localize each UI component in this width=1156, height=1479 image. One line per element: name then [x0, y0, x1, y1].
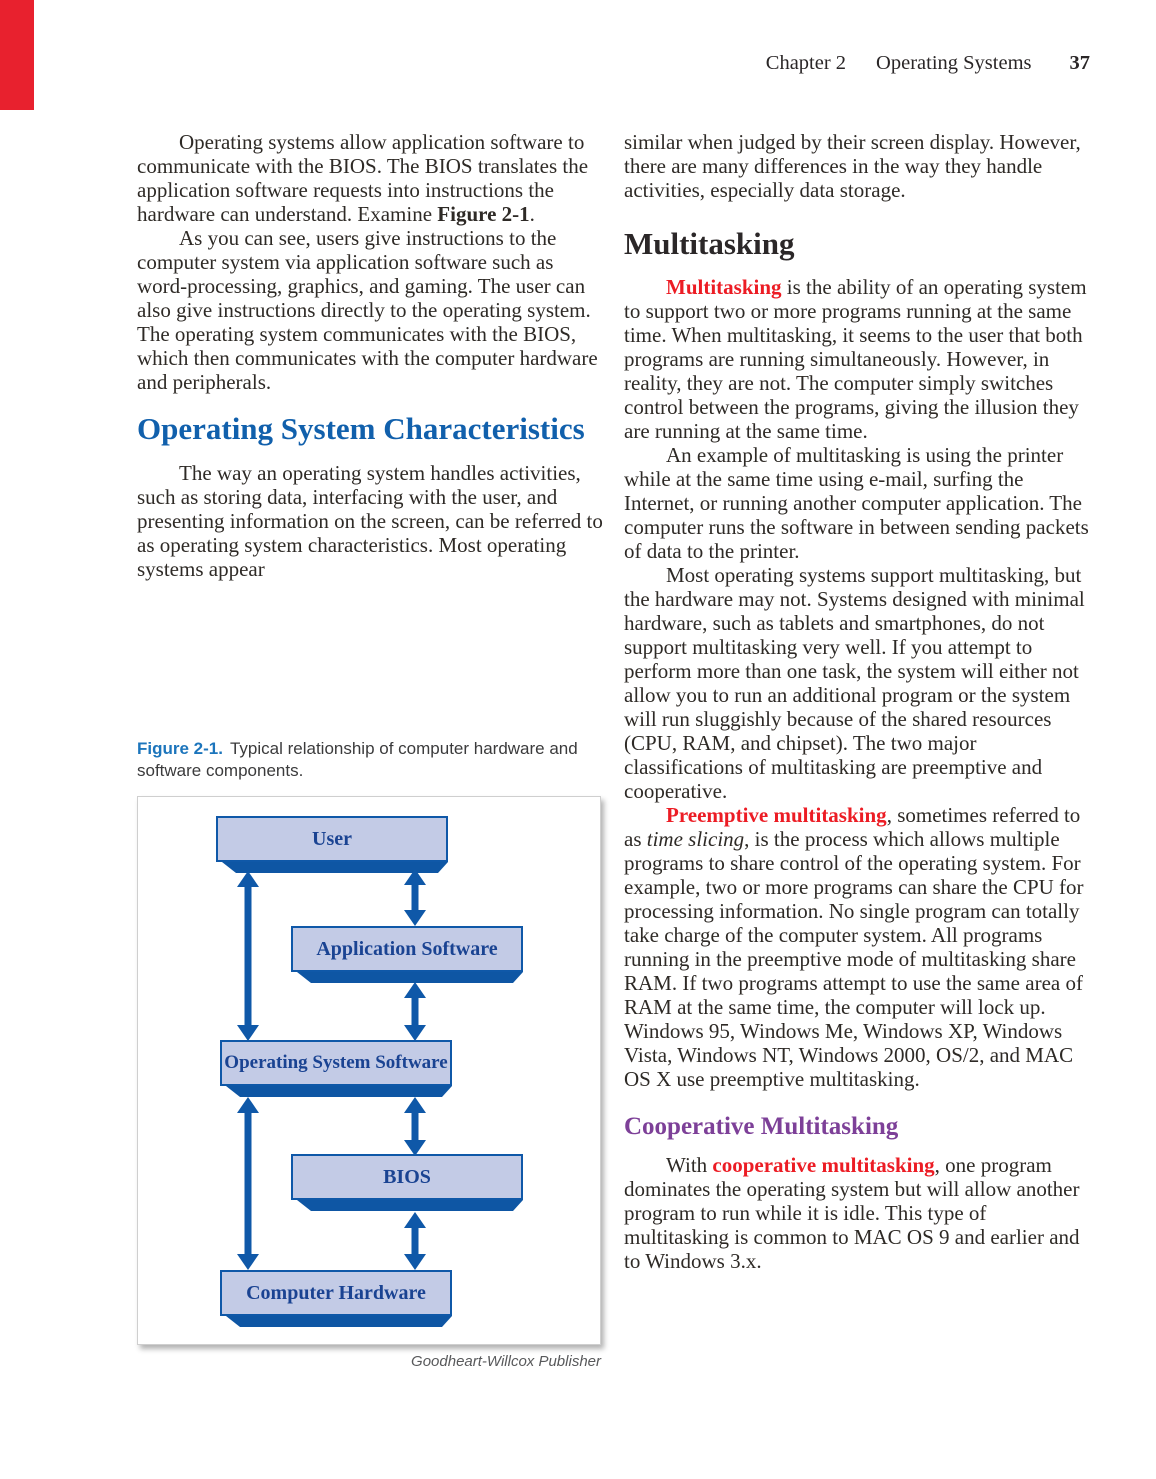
paragraph-preemptive — [624, 803, 1092, 1091]
double-arrow-user-os-icon — [237, 871, 259, 1041]
chapter-edge-tab — [0, 0, 34, 110]
figure-caption-text: Typical relationship of computer hardware and software components. — [137, 739, 578, 780]
paragraph-os-characteristics: The way an operating system handles activities, such as storing data, interfacing with the user, and presenting information on the screen, can be referred to as operating system characteristics. Most operating systems appear — [137, 460, 603, 581]
paragraph-user-instructions: As you can see, users give instructions to the computer system via application software such as word-processing, graphics, and gaming. The user can also give instructions directly to the operating system. The operating system communicates with the BIOS, which then communicates with the computer hardware and peripherals. — [137, 226, 598, 394]
text-segment: , one program dominates the operating system but will allow another program to run while it is idle. This type of multitasking is common to MAC OS 9 and earlier and to Windows 3.x. — [624, 1153, 1080, 1273]
subheading-cooperative-multitasking: Cooperative Multitasking — [624, 1113, 899, 1140]
text-segment: Operating systems allow application software to communicate with the BIOS. The BIOS translates the application software requests into instructions the hardware can understand. Examine — [137, 130, 589, 226]
running-head-title: Operating Systems — [876, 52, 1032, 74]
paragraph-intro-bios — [137, 130, 603, 226]
double-arrow-user-application-icon — [404, 869, 426, 926]
text-segment: With — [666, 1153, 713, 1177]
paragraph-hardware-support: Most operating systems support multitasking, but the hardware may not. Systems designed with minimal hardware, such as tablets and smartphones, do not support multitasking very well. If you attempt to perform more than one task, the system will either not allow you to run an additional program or the system will run sluggishly because of the shared resources (CPU, RAM, and chipset). The two major classifications of multitasking are preemptive and cooperative. — [624, 563, 1085, 803]
left-column — [137, 130, 603, 581]
figure-reference: Figure 2-1 — [437, 202, 530, 226]
paragraph-multitasking-example: An example of multitasking is using the printer while at the same time using e-mail, surfing the Internet, or running another computer application. The computer runs the software in between sending packets of data to the printer. — [624, 443, 1089, 563]
figure-2-1 — [137, 738, 601, 1370]
text-segment: is the ability of an operating system to support two or more programs running at the same time. When multitasking, it seems to the user that both programs are running simultaneously. However, in reality, they are not. The computer simply switches control between the programs, giving the illusion they are running at the same time. — [624, 275, 1087, 443]
figure-credit: Goodheart-Willcox Publisher — [411, 1353, 601, 1370]
text-segment: , is the process which allows multiple programs to share control of the operating system. For example, two or more programs can share the CPU for processing information. No single program can totally take charge of the computer system. All programs running in the preemptive mode of multitasking share RAM. If two programs attempt to use the same area of RAM at the same time, the computer will lock up. Windows 95, Windows Me, Windows XP, Windows Vista, Windows NT, Windows 2000, OS/2, and MAC OS X use preemptive multitasking. — [624, 827, 1084, 1091]
text-segment: . — [529, 202, 535, 226]
double-arrow-bios-hardware-icon — [404, 1212, 426, 1270]
figure-caption-label: Figure 2-1. — [137, 739, 223, 758]
right-column — [624, 130, 1092, 1273]
section-heading-os-characteristics: Operating System Characteristics — [137, 411, 585, 446]
term-time-slicing: time slicing — [646, 827, 745, 851]
keyword-multitasking: Multitasking — [666, 275, 782, 299]
diagram-box-operating-system-software: Operating System Software — [220, 1040, 452, 1086]
section-heading-multitasking: Multitasking — [624, 226, 795, 261]
text-segment: , sometimes referred to as — [624, 803, 1081, 851]
figure-caption — [137, 738, 601, 782]
figure-diagram-panel — [137, 796, 601, 1345]
keyword-preemptive-multitasking: Preemptive multitasking — [666, 803, 887, 827]
diagram-box-bios: BIOS — [291, 1154, 523, 1200]
paragraph-multitasking-definition — [624, 275, 1092, 443]
paragraph-cooperative — [624, 1153, 1092, 1273]
double-arrow-os-hardware-icon — [237, 1097, 259, 1270]
diagram-box-user: User — [216, 816, 448, 862]
running-head-chapter: Chapter 2 — [765, 52, 847, 74]
diagram-box-computer-hardware: Computer Hardware — [220, 1270, 452, 1316]
running-header — [766, 52, 1090, 75]
page-number: 37 — [1069, 52, 1090, 74]
diagram-box-application-software: Application Software — [291, 926, 523, 972]
double-arrow-os-bios-icon — [404, 1097, 426, 1156]
paragraph-continued: similar when judged by their screen display. However, there are many differences in the way they handle activities, especially data storage. — [624, 130, 1081, 202]
double-arrow-application-os-icon — [404, 982, 426, 1041]
keyword-cooperative-multitasking: cooperative multitasking — [712, 1153, 935, 1177]
